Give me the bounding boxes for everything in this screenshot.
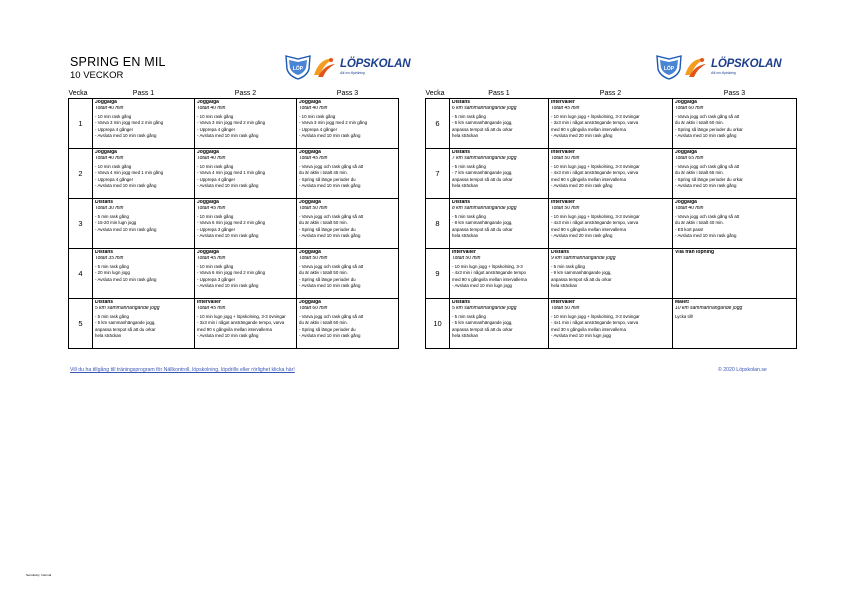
session-instruction: - Varva jogg och rask gång så att — [299, 164, 364, 170]
logo-tagline: Allt om löpträning — [711, 70, 736, 75]
week-number: 8 — [426, 199, 450, 249]
session-cell — [195, 249, 297, 299]
session-total: Totalt 45 min — [299, 155, 328, 161]
session-instruction: med 30 s gångvila mellan intervallerna — [551, 326, 626, 332]
session-instruction: - Upprepa 4 gånger — [197, 126, 236, 132]
session-instruction: - 10 min rask gång — [95, 164, 132, 170]
session-instruction: - Varva 3 min jogg med 2 min gång — [299, 120, 368, 126]
session-instruction: - Spring så länge perioder du — [299, 226, 356, 232]
shield-emblem-icon — [284, 54, 312, 80]
session-type: Distans — [452, 200, 471, 205]
session-cell — [297, 99, 399, 149]
session-type: Joggalgå — [675, 150, 697, 155]
session-instruction: hela sträckan — [95, 333, 122, 339]
session-total: 8 km sammanhängande jogg — [452, 205, 517, 211]
session-cell — [93, 149, 195, 199]
session-instruction: - Spring så länge perioder du — [299, 276, 356, 282]
week-number: 4 — [69, 249, 93, 299]
session-type: Joggalgå — [197, 150, 219, 155]
session-instruction: med 90 s gångvila mellan intervallerna — [551, 226, 626, 232]
session-type: Intervaller — [452, 250, 476, 255]
session-instruction: - Avsluta med 10 min rask gång — [299, 183, 361, 189]
session-instruction: - 5 min rask gång — [95, 264, 129, 270]
session-instruction: - Varva 4 min jogg med 1 min gång — [95, 170, 164, 176]
page-title: SPRING EN MIL — [70, 55, 166, 69]
session-instruction: - Varva jogg och rask gång så att — [299, 214, 364, 220]
session-instruction: - Upprepa 4 gånger — [95, 176, 134, 182]
session-instruction: anpassa tempot så att du orkar — [452, 226, 513, 232]
session-cell — [450, 249, 549, 299]
session-instruction: - Avsluta med 10 min rask gång — [95, 276, 157, 282]
session-total: Totalt 40 min — [197, 105, 226, 111]
session-instruction: du är aktiv i totalt 45 min. — [299, 170, 348, 176]
session-instruction: - Avsluta med 10 min rask gång — [197, 133, 259, 139]
session-instruction: - Avsluta med 10 min rask gång — [299, 333, 361, 339]
session-instruction: - 10 min rask gång — [197, 164, 234, 170]
col-header-pass1: Pass 1 — [450, 89, 549, 99]
session-instruction: - Avsluta med 10 min rask gång — [197, 283, 259, 289]
session-instruction: hela sträckan — [452, 183, 479, 189]
session-instruction: - Avsluta med 10 min lugn jogg — [452, 283, 512, 289]
session-cell — [450, 99, 549, 149]
session-instruction: - 5 km sammanhängande jogg, — [452, 320, 513, 326]
session-total: Totalt 45 min — [551, 105, 580, 111]
session-instruction: - Upprepa 4 gånger — [197, 176, 236, 182]
session-instruction: - Varva jogg och rask gång så att — [299, 264, 364, 270]
session-instruction: - Avsluta med 10 min rask gång — [299, 233, 361, 239]
shield-emblem-icon — [655, 54, 683, 80]
session-instruction: - Avsluta med 10 min lugn jogg — [551, 333, 611, 339]
svg-text:LÖP: LÖP — [663, 66, 675, 72]
session-instruction: anpassa tempot så att du orkar — [95, 326, 156, 332]
session-total: Totalt 50 min — [551, 155, 580, 161]
lopskolan-logo-left — [284, 54, 410, 80]
session-instruction: - Avsluta med 10 min rask gång — [197, 183, 259, 189]
runner-swoosh-icon — [312, 55, 336, 79]
session-total: 5 km sammanhängande jogg — [95, 305, 160, 311]
session-instruction: du är aktiv i totalt 60 min. — [299, 320, 348, 326]
session-cell — [450, 199, 549, 249]
session-instruction: - 8 km sammanhängande jogg, — [452, 220, 513, 226]
session-instruction: - Avsluta med 20 min rask gång — [551, 183, 613, 189]
session-type: Intervaller — [551, 100, 575, 105]
session-instruction: - 4x1 min i något ansträngande tempo, varva — [551, 320, 639, 326]
session-cell — [549, 199, 673, 249]
session-instruction: - 20 min lugn jogg — [95, 270, 130, 276]
session-total: Totalt 50 min — [299, 255, 328, 261]
session-instruction: hela sträckan — [551, 283, 578, 289]
session-cell — [673, 249, 797, 299]
training-programs-link[interactable]: Vill du ha tillgång till träningsprogram för Nällkontroll, löpskolning, löpdrills eller rörlighet klicka här! — [70, 367, 295, 373]
session-instruction: med 90 s gångvila mellan intervallerna — [551, 176, 626, 182]
session-instruction: - Varva 6 min jogg med 2 min gång — [197, 270, 266, 276]
session-instruction: anpassa tempot så att du orkar — [452, 176, 513, 182]
session-cell — [549, 149, 673, 199]
logo-tagline: Allt om löpträning — [340, 70, 365, 75]
session-instruction: - Varva 6 min jogg med 2 min gång — [197, 220, 266, 226]
session-instruction: du är aktiv i totalt 40 min. — [675, 220, 724, 226]
session-instruction: - Upprepa 3 gånger — [197, 226, 236, 232]
session-instruction: - 5 min rask gång — [95, 314, 129, 320]
session-instruction: hela sträckan — [452, 133, 479, 139]
session-instruction: med 90 s gångvila mellan intervallerna — [452, 276, 527, 282]
week-number: 1 — [69, 99, 93, 149]
session-cell — [673, 149, 797, 199]
svg-text:LÖP: LÖP — [292, 66, 304, 72]
session-type: Målet! — [675, 300, 690, 305]
session-total: Totalt 40 min — [95, 105, 124, 111]
col-header-pass3: Pass 3 — [297, 89, 399, 99]
session-type: Joggalgå — [675, 200, 697, 205]
week-row — [426, 149, 797, 199]
session-instruction: - 5 min rask gång — [452, 164, 486, 170]
session-cell — [549, 99, 673, 149]
session-cell — [93, 249, 195, 299]
session-cell — [450, 149, 549, 199]
col-header-pass3: Pass 3 — [673, 89, 797, 99]
session-instruction: - Varva jogg och rask gång så att — [675, 164, 740, 170]
session-instruction: - Avsluta med 10 min rask gång — [299, 283, 361, 289]
session-cell — [450, 299, 549, 349]
session-cell — [195, 99, 297, 149]
session-total: Totalt 30 min — [95, 205, 124, 211]
session-instruction: - Avsluta med 10 min rask gång — [95, 183, 157, 189]
week-row — [69, 99, 399, 149]
logo-name: LÖPSKOLAN — [711, 58, 782, 71]
session-cell — [673, 199, 797, 249]
session-cell — [93, 299, 195, 349]
col-header-pass1: Pass 1 — [93, 89, 195, 99]
session-type: Intervaller — [551, 200, 575, 205]
session-instruction: - 15-20 min lugn jogg — [95, 220, 137, 226]
session-type: Distans — [95, 300, 114, 305]
session-type: Distans — [452, 150, 471, 155]
col-header-week: Vecka — [69, 89, 93, 99]
week-row — [426, 299, 797, 349]
session-total: Totalt 40 min — [197, 155, 226, 161]
session-instruction: - Avsluta med 20 min rask gång — [551, 133, 613, 139]
session-type: Joggalgå — [299, 250, 321, 255]
session-cell — [297, 199, 399, 249]
session-instruction: du är aktiv i totalt 60 min. — [675, 120, 724, 126]
session-instruction: - 10 min lugn jogg + löpskolning, 3-3 övningar — [551, 214, 640, 220]
session-instruction: - Varva jogg och rask gång så att — [299, 314, 364, 320]
session-type: Distans — [452, 100, 471, 105]
week-row — [426, 249, 797, 299]
session-instruction: - Upprepa 3 gånger — [197, 276, 236, 282]
week-row — [426, 99, 797, 149]
session-total: Totalt 50 min — [551, 305, 580, 311]
session-total: Totalt 60 min — [675, 105, 704, 111]
session-total: Totalt 35 min — [95, 255, 124, 261]
week-number: 7 — [426, 149, 450, 199]
training-table-weeks-1-5 — [68, 89, 399, 349]
session-instruction: - 10 min lugn jogg + löpskolning, 3-3 övningar — [551, 114, 640, 120]
session-instruction: - Upprepa 4 gånger — [95, 126, 134, 132]
session-instruction: - 10 min lugn jogg + löpskolning, 3-3 övningar — [551, 314, 640, 320]
session-instruction: - Varva jogg och rask gång så att — [675, 114, 740, 120]
session-type: Joggalgå — [299, 150, 321, 155]
session-instruction: - Ett kort pass! — [675, 226, 704, 232]
session-instruction: - Avsluta med 10 min rask gång — [675, 233, 737, 239]
session-instruction: - Varva 3 min jogg med 2 min gång — [95, 120, 164, 126]
session-instruction: - Avsluta med 10 min rask gång — [299, 133, 361, 139]
session-cell — [93, 199, 195, 249]
session-instruction: - Avsluta med 10 min rask gång — [675, 183, 737, 189]
session-total: Totalt 40 min — [95, 155, 124, 161]
session-instruction: - Spring så länge perioder du orkar — [675, 126, 743, 132]
session-instruction: du är aktiv i totalt 50 min. — [299, 220, 348, 226]
session-total: Totalt 45 min — [197, 305, 226, 311]
session-instruction: - 10 min lugn jogg + löpskolning, 3-3 — [452, 264, 523, 270]
session-cell — [297, 149, 399, 199]
session-instruction: - 5 min rask gång — [95, 214, 129, 220]
week-number: 10 — [426, 299, 450, 349]
session-cell — [673, 299, 797, 349]
session-type: Intervaller — [551, 150, 575, 155]
training-table-weeks-6-10 — [425, 89, 797, 349]
session-instruction: - Spring så länge perioder du — [299, 326, 356, 332]
session-type: Joggalgå — [197, 250, 219, 255]
session-instruction: du är aktiv i totalt 65 min. — [675, 170, 724, 176]
session-instruction: - Avsluta med 10 min rask gång — [675, 133, 737, 139]
week-row — [69, 199, 399, 249]
session-type: Distans — [95, 200, 114, 205]
session-cell — [93, 99, 195, 149]
session-total: 7 km sammanhängande jogg — [452, 155, 517, 161]
session-cell — [673, 99, 797, 149]
session-instruction: Lycka till! — [675, 314, 693, 320]
session-instruction: - 5 min rask gång — [551, 264, 585, 270]
week-number: 3 — [69, 199, 93, 249]
session-type: Joggalgå — [299, 300, 321, 305]
session-type: Distans — [551, 250, 570, 255]
session-instruction: anpassa tempot så att du orkar — [452, 126, 513, 132]
session-instruction: - 4x3 min i något ansträngande tempo, varva — [551, 220, 639, 226]
session-instruction: med 90 s gångvila mellan intervallerna — [197, 326, 272, 332]
session-type: Joggalgå — [95, 150, 117, 155]
week-row — [69, 149, 399, 199]
session-type: Joggalgå — [95, 100, 117, 105]
session-instruction: du är aktiv i totalt 50 min. — [299, 270, 348, 276]
week-row — [69, 299, 399, 349]
session-instruction: - 10 min rask gång — [197, 114, 234, 120]
session-instruction: - 3x3 min i något ansträngande tempo, varva — [551, 120, 639, 126]
session-total: 6 km sammanhängande jogg — [452, 105, 517, 111]
session-instruction: - Varva 4 min jogg med 1 min gång — [197, 170, 266, 176]
session-cell — [195, 299, 297, 349]
session-total: 10 km sammanhängande jogg — [675, 305, 743, 311]
session-type: Vila från löpning — [675, 250, 715, 255]
session-instruction: - 5 min rask gång — [452, 314, 486, 320]
session-total: Totalt 50 min — [452, 255, 481, 261]
session-instruction: anpassa tempot så att du orkar — [551, 276, 612, 282]
session-instruction: hela sträckan — [452, 333, 479, 339]
session-instruction: - Spring så länge perioder du — [299, 176, 356, 182]
session-instruction: - 5 min rask gång — [452, 114, 486, 120]
session-instruction: - 5 km sammanhängande jogg, — [95, 320, 156, 326]
session-instruction: - 4x3 min i något ansträngande tempo — [452, 270, 526, 276]
session-total: Totalt 45 min — [197, 205, 226, 211]
copyright-text: © 2020 Löpskolan.se — [718, 367, 767, 373]
session-instruction: - 7 km sammanhängande jogg, — [452, 170, 513, 176]
session-type: Joggalgå — [675, 100, 697, 105]
session-instruction: - Avsluta med 10 min rask gång — [197, 333, 259, 339]
week-number: 5 — [69, 299, 93, 349]
session-type: Distans — [452, 300, 471, 305]
session-type: Joggalgå — [197, 200, 219, 205]
session-instruction: hela sträckan — [452, 233, 479, 239]
session-type: Joggalgå — [299, 200, 321, 205]
session-cell — [297, 249, 399, 299]
session-instruction: - 4x3 min i något ansträngande tempo, varva — [551, 170, 639, 176]
session-instruction: - Varva jogg och rask gång så att — [675, 214, 740, 220]
session-cell — [297, 299, 399, 349]
session-instruction: med 90 s gångvila mellan intervallerna — [551, 126, 626, 132]
session-cell — [549, 249, 673, 299]
session-total: 9 km sammanhängande jogg — [551, 255, 616, 261]
session-instruction: anpassa tempot så att du orkar — [452, 326, 513, 332]
session-instruction: - Upprepa 4 gånger — [299, 126, 338, 132]
session-instruction: - Spring så länge perioder du orkar — [675, 176, 743, 182]
lopskolan-logo-right — [655, 54, 781, 80]
session-instruction: - 9 km sammanhängande jogg, — [551, 270, 612, 276]
session-instruction: - 5 min rask gång — [452, 214, 486, 220]
session-total: Totalt 60 min — [299, 305, 328, 311]
session-type: Joggalgå — [299, 100, 321, 105]
session-instruction: - Avsluta med 10 min rask gång — [95, 133, 157, 139]
logo-name: LÖPSKOLAN — [340, 58, 411, 71]
session-cell — [195, 149, 297, 199]
week-row — [426, 199, 797, 249]
session-total: 5 km sammanhängande jogg — [452, 305, 517, 311]
sensitivity-label: Sensitivity: Internal — [26, 573, 52, 577]
session-instruction: - 6 km sammanhängande jogg, — [452, 120, 513, 126]
session-instruction: - Avsluta med 10 min rask gång — [95, 226, 157, 232]
session-instruction: - Avsluta med 10 min rask gång — [197, 233, 259, 239]
session-total: Totalt 45 min — [197, 255, 226, 261]
session-total: Totalt 65 min — [675, 155, 704, 161]
session-total: Totalt 50 min — [551, 205, 580, 211]
session-total: Totalt 40 min — [675, 205, 704, 211]
col-header-pass2: Pass 2 — [195, 89, 297, 99]
week-number: 2 — [69, 149, 93, 199]
session-cell — [549, 299, 673, 349]
runner-swoosh-icon — [683, 55, 707, 79]
week-row — [69, 249, 399, 299]
session-type: Intervaller — [197, 300, 221, 305]
col-header-week: Vecka — [426, 89, 450, 99]
session-instruction: - 10 min rask gång — [95, 114, 132, 120]
session-instruction: - 3x3 min i något ansträngande tempo, varva — [197, 320, 285, 326]
session-instruction: - 10 min rask gång — [197, 214, 234, 220]
session-instruction: - Varva 3 min jogg med 2 min gång — [197, 120, 266, 126]
session-instruction: - 10 min lugn jogg + löpskolning, 3-3 övningar — [197, 314, 286, 320]
session-cell — [195, 199, 297, 249]
session-total: Totalt 40 min — [299, 105, 328, 111]
week-number: 6 — [426, 99, 450, 149]
session-instruction: - 10 min rask gång — [299, 114, 336, 120]
session-total: Totalt 50 min — [299, 205, 328, 211]
session-instruction: - Avsluta med 20 min rask gång — [551, 233, 613, 239]
week-number: 9 — [426, 249, 450, 299]
session-type: Joggalgå — [197, 100, 219, 105]
page-subtitle: 10 VECKOR — [70, 70, 124, 81]
session-type: Intervaller — [551, 300, 575, 305]
col-header-pass2: Pass 2 — [549, 89, 673, 99]
session-type: Distans — [95, 250, 114, 255]
session-instruction: - 10 min rask gång — [197, 264, 234, 270]
session-instruction: - 10 min lugn jogg + löpskolning, 3-3 övningar — [551, 164, 640, 170]
